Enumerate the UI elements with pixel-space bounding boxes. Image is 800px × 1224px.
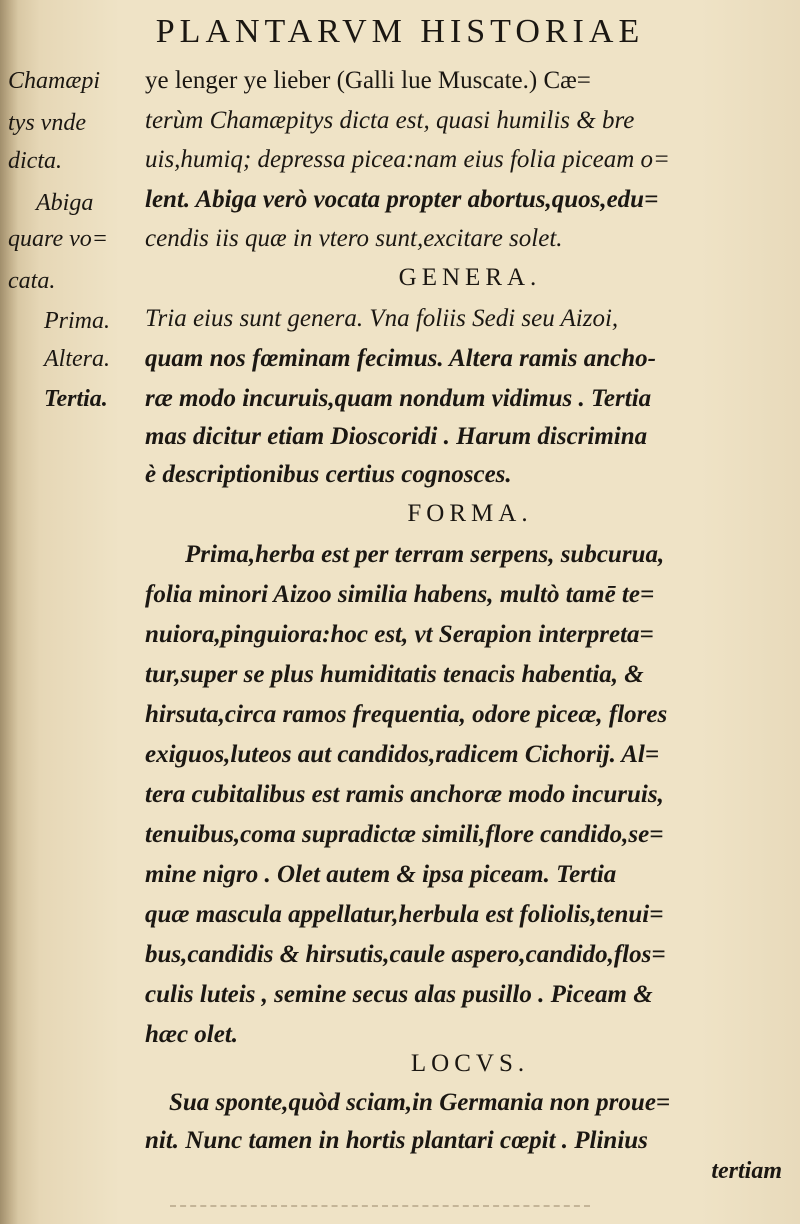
text-line: nuiora,pinguiora:hoc est, vt Serapion interpreta= — [145, 621, 654, 648]
running-title: PLANTARVM HISTORIAE — [155, 13, 645, 50]
text-line: quæ mascula appellatur,herbula est foliolis,tenui= — [145, 901, 664, 928]
margin-note: Chamæpi — [8, 68, 101, 94]
text-line: tur,super se plus humiditatis tenacis habentia, & — [145, 661, 644, 688]
margin-note: Prima. — [44, 308, 110, 334]
margin-note: cata. — [8, 268, 56, 294]
text-line: uis,humiq; depressa picea:nam eius folia piceam o= — [145, 146, 670, 173]
text-line: tenuibus,coma supradictæ simili,flore candido,se= — [145, 821, 664, 848]
catchword: tertiam — [711, 1158, 782, 1184]
text-line: cendis iis quæ in vtero sunt,excitare solet. — [145, 225, 563, 252]
text-line: ye lenger ye lieber (Galli lue Muscate.) Cæ= — [145, 67, 591, 94]
text-line: folia minori Aizoo similia habens, multò tamē te= — [145, 581, 655, 608]
text-line: exiguos,luteos aut candidos,radicem Cichorij. Al= — [145, 741, 660, 768]
text-line: Prima,herba est per terram serpens, subcurua, — [185, 541, 665, 568]
section-heading: GENERA. — [398, 264, 542, 291]
page-gutter-shadow — [0, 0, 18, 1224]
margin-note: tys vnde — [8, 110, 86, 136]
margin-note: quare vo= — [8, 226, 108, 252]
text-line: bus,candidis & hirsutis,caule aspero,candido,flos= — [145, 941, 666, 968]
text-line: quam nos fœminam fecimus. Altera ramis ancho- — [145, 345, 656, 372]
margin-note: Abiga — [36, 190, 94, 216]
section-heading: FORMA. — [407, 500, 533, 527]
text-line: è descriptionibus certius cognosces. — [145, 461, 512, 488]
text-line: nit. Nunc tamen in hortis plantari cœpit . Plinius — [145, 1127, 648, 1154]
text-line: culis luteis , semine secus alas pusillo . Piceam & — [145, 981, 653, 1008]
text-line: lent. Abiga verò vocata propter abortus,quos,edu= — [145, 186, 659, 213]
text-line: ræ modo incuruis,quam nondum vidimus . Tertia — [145, 385, 652, 412]
margin-note: dicta. — [8, 148, 62, 174]
text-line: mine nigro . Olet autem & ipsa piceam. Tertia — [145, 861, 617, 888]
footer-rule — [170, 1205, 590, 1207]
text-line: tera cubitalibus est ramis anchoræ modo incuruis, — [145, 781, 664, 808]
text-line: hirsuta,circa ramos frequentia, odore piceæ, flores — [145, 701, 668, 728]
text-line: Sua sponte,quòd sciam,in Germania non proue= — [169, 1089, 671, 1116]
margin-note: Altera. — [44, 346, 110, 372]
text-line: hæc olet. — [145, 1021, 239, 1048]
section-heading: LOCVS. — [410, 1050, 530, 1077]
margin-note: Tertia. — [44, 386, 108, 412]
text-line: mas dicitur etiam Dioscoridi . Harum discrimina — [145, 423, 648, 450]
text-line: Tria eius sunt genera. Vna foliis Sedi seu Aizoi, — [145, 305, 619, 332]
text-line: terùm Chamæpitys dicta est, quasi humilis & bre — [145, 107, 635, 134]
